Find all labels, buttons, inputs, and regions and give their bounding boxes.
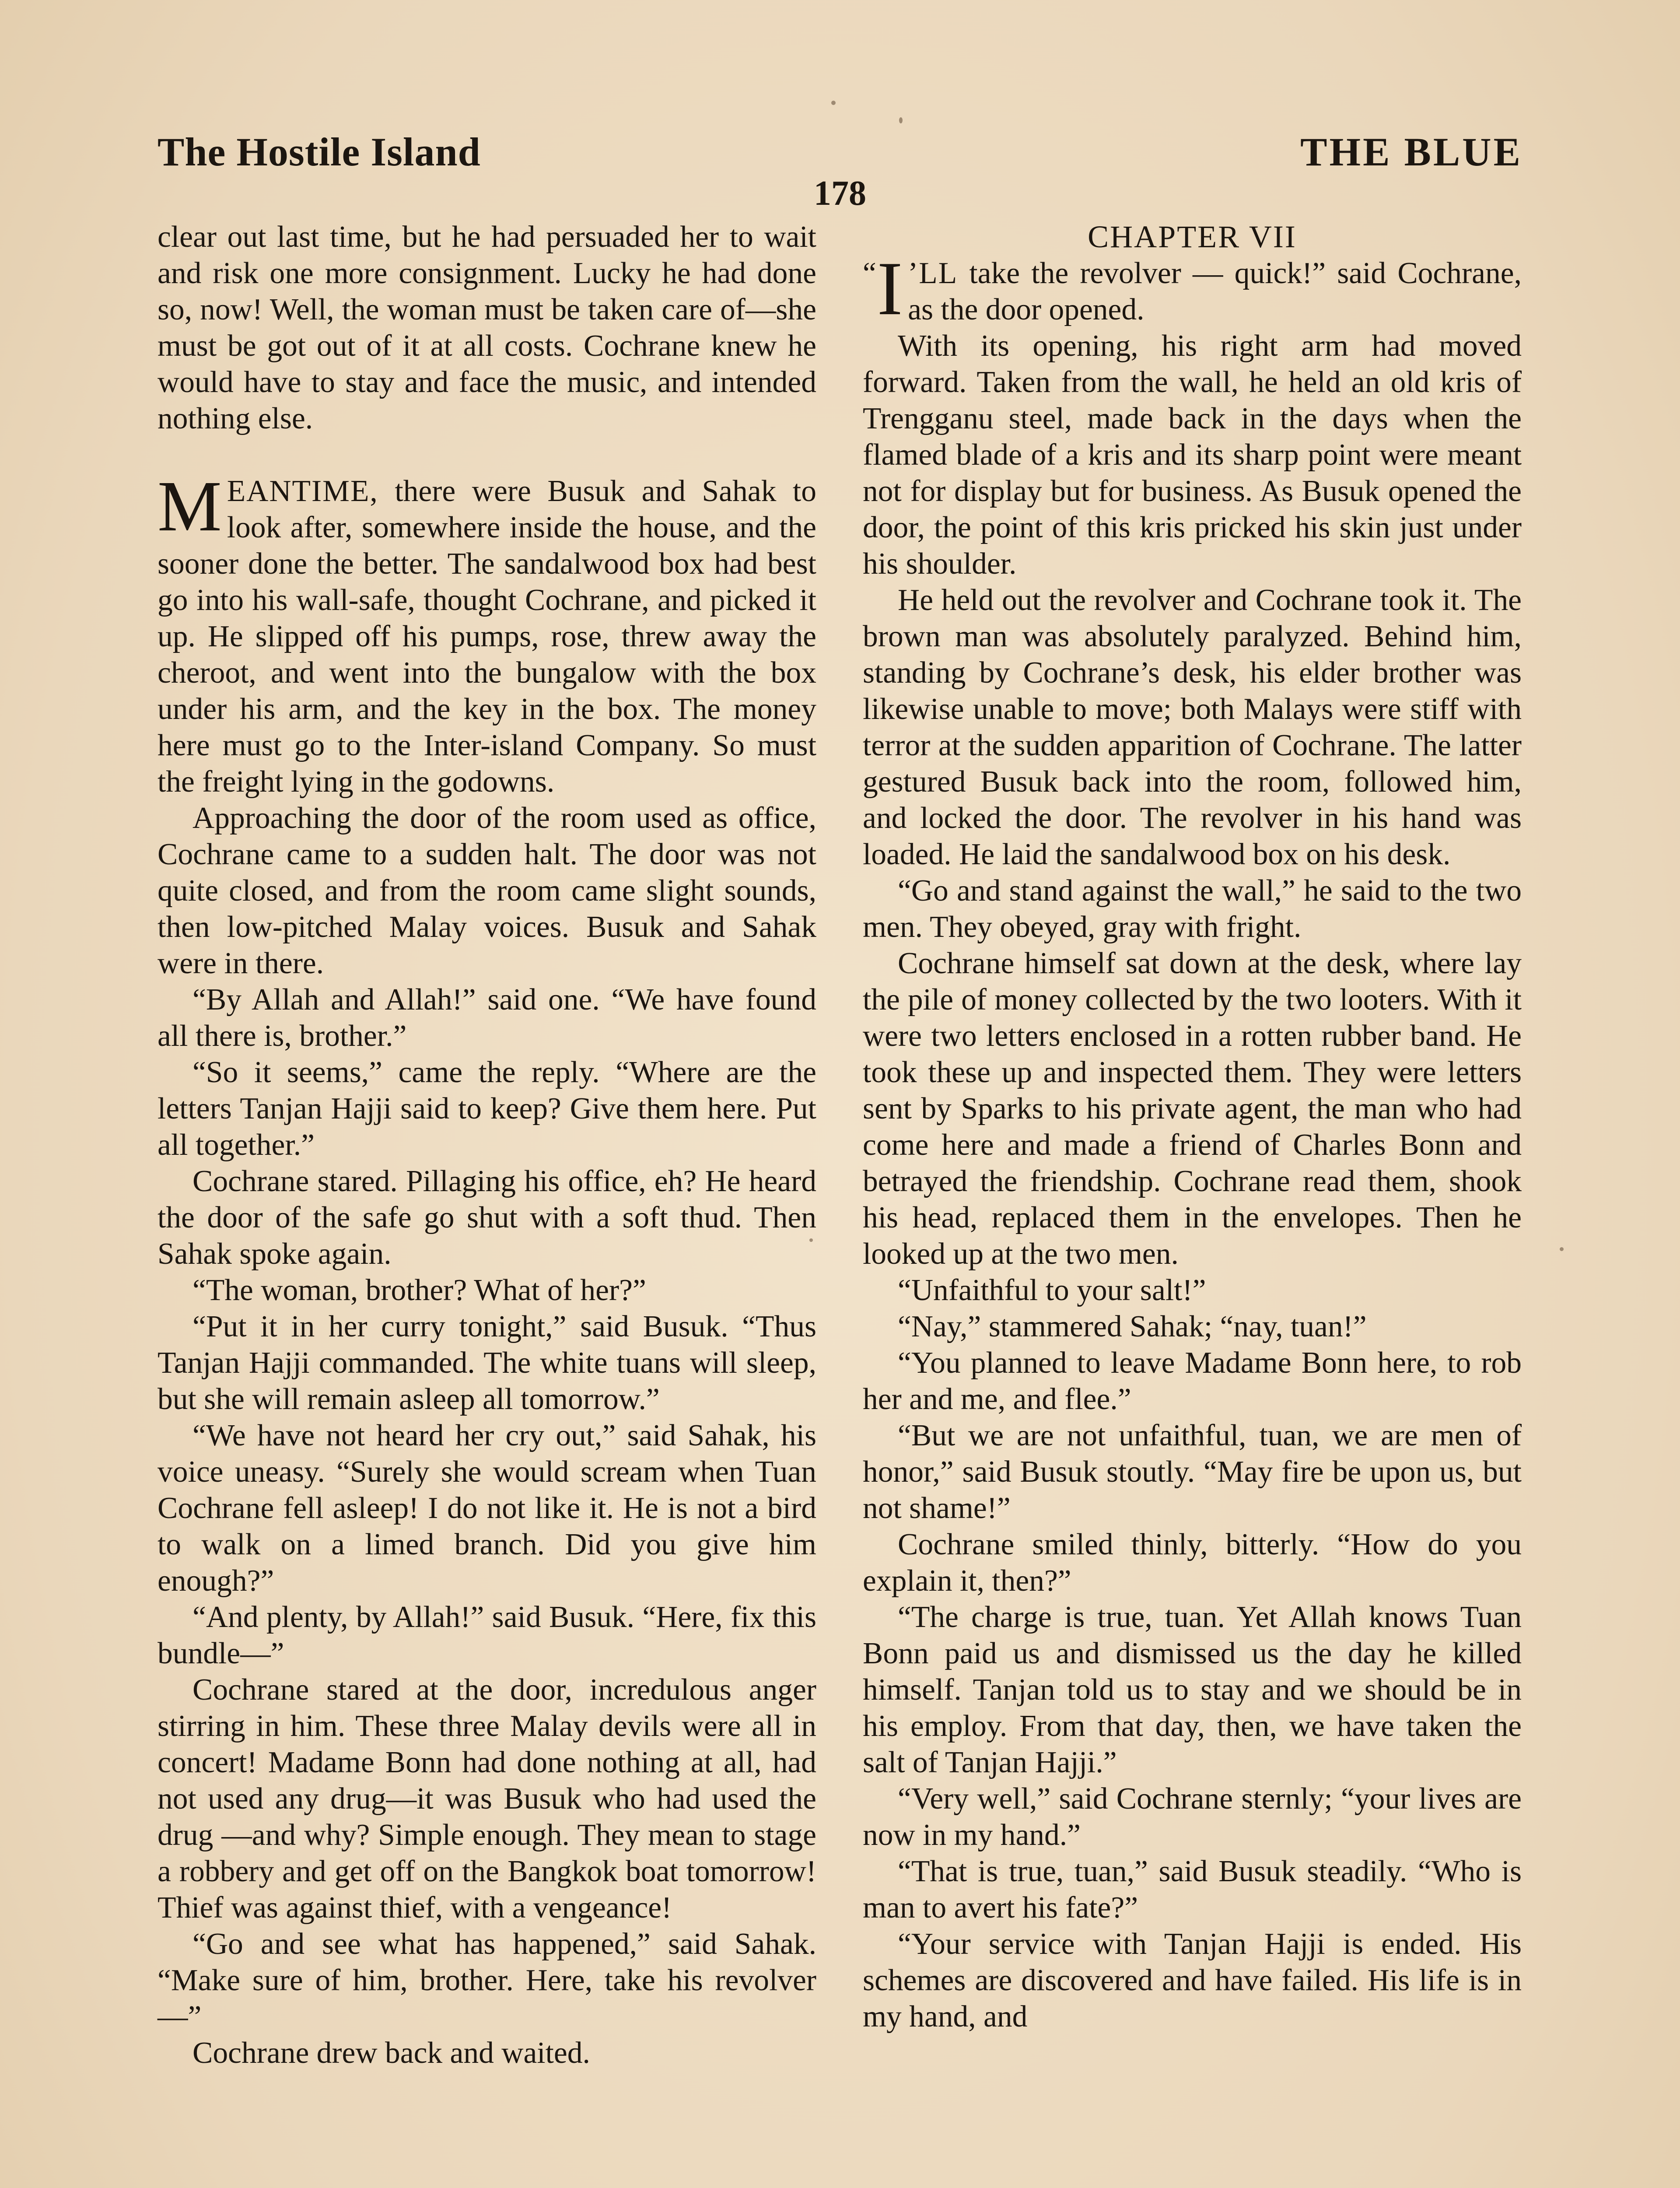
lead-in-caps: ’LL xyxy=(908,256,958,290)
paragraph: Cochrane stared. Pillaging his office, eh? He heard the door of the safe go shut with a soft thud. Then Sahak spoke again. xyxy=(158,1164,816,1271)
paragraph: “The charge is true, tuan. Yet Allah knows Tuan Bonn paid us and dismissed us the day he killed himself. Tanjan told us to stay and we should be in his employ. From that day, then, we have taken the salt of Tanjan Hajji.” xyxy=(863,1600,1522,1779)
chapter-heading: CHAPTER VII xyxy=(1088,219,1297,254)
paper-speck xyxy=(809,1238,813,1242)
paragraph: “By Allah and Allah!” said one. “We have found all there is, brother.” xyxy=(158,983,816,1053)
drop-cap-letter: I xyxy=(877,246,903,331)
paragraph: “Go and stand against the wall,” he said to the two men. They obeyed, gray with fright. xyxy=(863,874,1522,944)
paragraph: “You planned to leave Madame Bonn here, to rob her and me, and flee.” xyxy=(863,1346,1522,1416)
paragraph: “Very well,” said Cochrane sternly; “your lives are now in my hand.” xyxy=(863,1782,1522,1852)
right-text-column xyxy=(863,219,1522,2035)
paper-speck xyxy=(899,117,903,123)
paragraph: Cochrane stared at the door, incredulous anger stirring in him. These three Malay devils were all in concert! Madame Bonn had done nothing at all, had not used any drug—it was Busuk who had used the drug —and why? Simple enough. They mean to stage a robbery and get off on the Bangkok boat tomorrow! Thief was against thief, with a vengeance! xyxy=(158,1673,816,1925)
left-text-column xyxy=(158,219,816,2071)
paragraph: “Nay,” stammered Sahak; “nay, tuan!” xyxy=(898,1310,1367,1343)
paragraph: “So it seems,” came the reply. “Where are the letters Tanjan Hajji said to keep? Give them here. Put all together.” xyxy=(158,1055,816,1162)
paragraph-text: there were Busuk and Sahak to look after, somewhere inside the house, and the sooner done the better. The sandalwood box had best go into his wall-safe, thought Cochrane, and picked it up. He slipped off his pumps, rose, threw away the cheroot, and went into the bungalow with the box under his arm, and the key in the box. The money here must go to the Inter-island Company. So must the freight lying in the godowns. xyxy=(158,474,816,799)
paragraph: “Go and see what has happened,” said Sahak. “Make sure of him, brother. Here, take his revolver—” xyxy=(158,1927,816,2034)
paragraph: “Put it in her curry tonight,” said Busuk. “Thus Tanjan Hajji commanded. The white tuans will sleep, but she will remain asleep all tomorrow.” xyxy=(158,1310,816,1416)
paragraph-text: take the revolver — quick!” said Cochrane, as the door opened. xyxy=(908,256,1522,326)
paragraph: Cochrane drew back and waited. xyxy=(192,2036,590,2070)
paper-speck xyxy=(1560,1247,1564,1251)
paragraph: “The woman, brother? What of her?” xyxy=(192,1273,646,1307)
paragraph: “And plenty, by Allah!” said Busuk. “Here, fix this bundle—” xyxy=(158,1600,816,1670)
paragraph: clear out last time, but he had persuaded her to wait and risk one more consignment. Lucky he had done so, now! Well, the woman must be taken care of—she must be got out of it at all costs. Cochrane knew he would have to stay and face the music, and intended nothing else. xyxy=(158,220,816,435)
paragraph: “Unfaithful to your salt!” xyxy=(898,1273,1206,1307)
paragraph: Approaching the door of the room used as office, Cochrane came to a sudden halt. The door was not quite closed, and from the room came slight sounds, then low-pitched Malay voices. Busuk and Sahak were in there. xyxy=(158,801,816,980)
paragraph-dropcap xyxy=(158,466,816,800)
paragraph: With its opening, his right arm had moved forward. Taken from the wall, he held an old kris of Trengganu steel, made back in the days when the flamed blade of a kris and its sharp point were meant not for display but for business. As Busuk opened the door, the point of this kris pricked his skin just under his shoulder. xyxy=(863,329,1522,581)
page-number: 178 xyxy=(814,174,866,213)
running-head-magazine: THE BLUE xyxy=(1300,130,1522,174)
drop-cap-letter: M xyxy=(158,466,222,546)
paragraph: “We have not heard her cry out,” said Sahak, his voice uneasy. “Surely she would scream when Tuan Cochrane fell asleep! I do not like it. He is not a bird to walk on a limed branch. Did you give him enough?” xyxy=(158,1419,816,1598)
paragraph: “But we are not unfaithful, tuan, we are men of honor,” said Busuk stoutly. “May fire be upon us, but not shame!” xyxy=(863,1419,1522,1525)
opening-quote: “ xyxy=(863,256,876,290)
paragraph: He held out the revolver and Cochrane took it. The brown man was absolutely paralyzed. Behind him, standing by Cochrane’s desk, his elder brother was likewise unable to move; both Malays were stiff with terror at the sudden apparition of Cochrane. The latter gestured Busuk back into the room, followed him, and locked the door. The revolver in his hand was loaded. He laid the sandalwood box on his desk. xyxy=(863,583,1522,871)
paragraph: “That is true, tuan,” said Busuk steadily. “Who is man to avert his fate?” xyxy=(863,1855,1522,1925)
lead-in-caps: EANTIME, xyxy=(227,474,378,508)
paper-speck xyxy=(831,101,836,105)
paragraph: Cochrane himself sat down at the desk, where lay the pile of money collected by the two looters. With it were two letters enclosed in a rotten rubber band. He took these up and inspected them. They were letters sent by Sparks to his private agent, the man who had come here and made a friend of Charles Bonn and betrayed the friendship. Cochrane read them, shook his head, replaced them in the envelopes. Then he looked up at the two men. xyxy=(863,947,1522,1271)
paragraph: “Your service with Tanjan Hajji is ended. His schemes are discovered and have failed. His life is in my hand, and xyxy=(863,1927,1522,2034)
paragraph-dropcap xyxy=(863,246,1522,331)
paragraph: Cochrane smiled thinly, bitterly. “How do you explain it, then?” xyxy=(863,1528,1522,1598)
running-head-title: The Hostile Island xyxy=(158,130,481,174)
